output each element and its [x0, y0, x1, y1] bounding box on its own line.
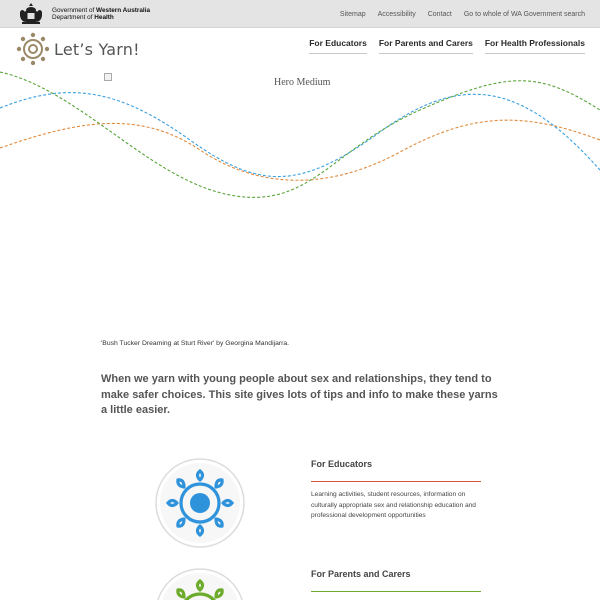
gov-wordmark: [52, 7, 150, 22]
gov-line-1-bold: Western Australia: [96, 6, 151, 14]
utility-links: [328, 0, 585, 28]
intro-text: When we yarn with young people about sex and relationships, they tend to make safer choices. This site gives lots of tips and info to make these yarns a little easier.: [101, 373, 498, 416]
broken-image-icon: [104, 73, 112, 81]
parents-carers-card-title[interactable]: For Parents and Carers: [311, 569, 411, 579]
hero-banner: [0, 60, 600, 340]
accessibility-link[interactable]: Accessibility: [377, 10, 416, 18]
gov-line-2: Department of: [52, 14, 95, 21]
site-name: Let’s Yarn!: [54, 39, 140, 59]
contact-link[interactable]: Contact: [427, 10, 452, 18]
main-navigation: [297, 38, 585, 54]
wave-line-green: [0, 72, 600, 197]
nav-for-parents-and-carers[interactable]: For Parents and Carers: [379, 38, 473, 54]
wa-crest-icon: [18, 2, 44, 26]
educators-card-text: Learning activities, student resources, information on culturally appropriate sex and relationship education and professional development opportunities: [311, 491, 476, 519]
parents-carers-card-divider: [311, 591, 481, 592]
hero-caption: 'Bush Tucker Dreaming at Sturt River' by Georgina Mandijarra.: [101, 340, 290, 347]
hero-wave-lines: [0, 60, 600, 340]
wave-line-orange: [0, 120, 600, 180]
educators-icon[interactable]: [155, 458, 245, 548]
nav-for-health-professionals[interactable]: For Health Professionals: [485, 38, 585, 54]
nav-for-educators[interactable]: For Educators: [309, 38, 367, 54]
gov-line-1: Government of: [52, 6, 97, 14]
hero-image-alt: Hero Medium: [274, 77, 331, 88]
wa-government-logo[interactable]: [18, 2, 150, 26]
educators-card-title[interactable]: For Educators: [311, 459, 373, 469]
gov-line-2-bold: Health: [94, 14, 114, 21]
parents-carers-icon[interactable]: [155, 568, 245, 600]
government-bar: [0, 0, 600, 28]
wa-government-search-link[interactable]: Go to whole of WA Government search: [463, 10, 585, 18]
educators-card-divider: [311, 481, 481, 482]
wave-line-blue: [0, 93, 600, 177]
sitemap-link[interactable]: Sitemap: [339, 10, 366, 18]
